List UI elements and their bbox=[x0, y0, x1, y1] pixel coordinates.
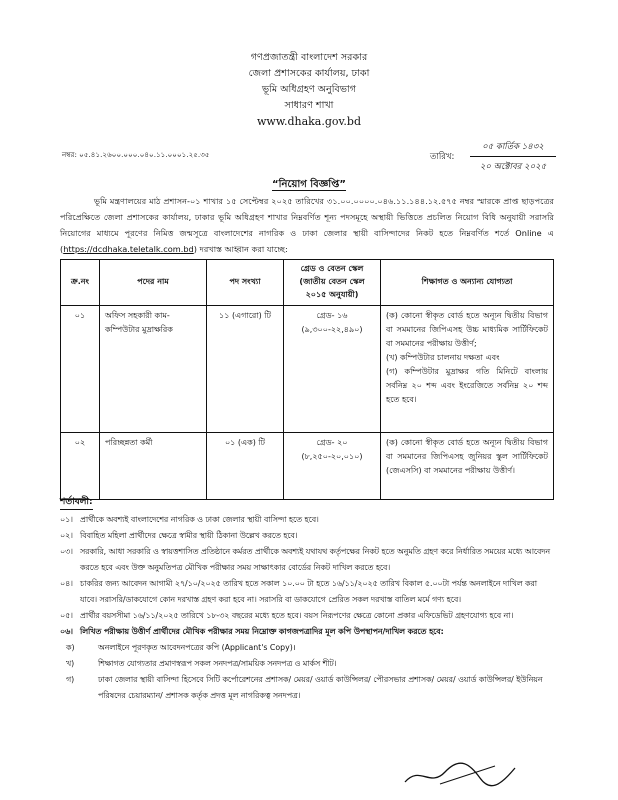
date-block bbox=[470, 140, 556, 174]
list-item bbox=[60, 672, 554, 704]
row-grade-scale bbox=[284, 306, 381, 433]
memo-number: নম্বর: ০৫.৪১.২৬০০.০০০.০৪০.১১.০০০১.২৫.৩৫ bbox=[62, 150, 210, 159]
date-label: তারিখ: bbox=[430, 152, 455, 162]
row-scale: (৯,৩০০-২২,৪৯০) bbox=[301, 325, 363, 334]
condition-text: সরকারি, আধা সরকারি ও স্বায়ত্তশাসিত প্রতিষ্ঠানে কর্মরত প্রার্থীকে অবশ্যই যথাযথ কর্তৃপক্ষের নিকট হতে অনুমতি গ্রহণ করে নির্ধারিত সময়ের মধ্যে আবেদন করতে হবে এবং উক্ত অনুমতিপত্র মৌখিক পরীক্ষার সময় সাক্ষাৎকার বোর্ডের নিকট দাখিল করতে হবে। bbox=[80, 547, 551, 572]
condition-text: প্রার্থীর বয়সসীমা ১৬/১১/২০২৫ তারিখে ১৮-৩২ বছরের মধ্যে হতে হবে। বয়স নিরূপণের ক্ষেত্রে কোনো প্রকার এফিডেভিট গ্রহণযোগ্য হবে না। bbox=[80, 611, 514, 620]
website: www.dhaka.gov.bd bbox=[257, 115, 361, 128]
conditions-heading: শর্তাবলী: bbox=[60, 494, 93, 510]
document-sublist bbox=[60, 640, 554, 704]
conditions-list bbox=[60, 512, 554, 704]
condition-text: চাকরির জন্য আবেদন আগামী ২৭/১০/২০২৫ তারিখ হতে সকাল ১০.০০ টা হতে ১৬/১১/২০২৫ তারিখ বিকাল ৫.০০টা পর্যন্ত অনলাইনে দাখিল করা যাবে। সরাসরি/ডাকযোগে কোন দরখাস্ত গ্রহণ করা হবে না। সরাসরি বা ডাকযোগে প্রেরিত সকল দরখাস্ত বাতিল মর্মে গণ্য হবে। bbox=[80, 579, 538, 604]
sub-text: অনলাইনে পূরণকৃত আবেদনপত্রের কপি (Applicant's Copy)। bbox=[98, 643, 296, 652]
row-grade: গ্রেড- ১৬ bbox=[316, 311, 348, 320]
date-english: ২০ অক্টোবর ২০২৫ bbox=[479, 162, 547, 172]
table-header-row bbox=[61, 260, 554, 306]
row-post-name: অফিস সহকারী কাম-কম্পিউটার মুদ্রাক্ষরিক bbox=[100, 306, 207, 433]
table-row bbox=[61, 433, 554, 500]
row-serial: ০২ bbox=[61, 433, 100, 500]
row-scale: (৮,২৫০-২০,০১০) bbox=[301, 452, 363, 461]
condition-item bbox=[60, 576, 554, 608]
condition-item bbox=[60, 512, 554, 528]
list-item bbox=[60, 656, 554, 672]
condition-number: ০১। bbox=[60, 515, 73, 524]
condition-text: প্রার্থীকে অবশ্যই বাংলাদেশের নাগরিক ও ঢাকা জেলার স্থায়ী বাসিন্দা হতে হবে। bbox=[80, 515, 319, 524]
table-row bbox=[61, 306, 554, 433]
sub-label: গ) bbox=[66, 675, 75, 684]
date-bangla: ০৫ কার্তিক ১৪৩২ bbox=[470, 140, 556, 157]
sub-label: খ) bbox=[66, 659, 75, 668]
row-serial: ০১ bbox=[61, 306, 100, 433]
header-grade-scale: গ্রেড ও বেতন স্কেল (জাতীয় বেতন স্কেল ২০১৫ অনুযায়ী) bbox=[284, 260, 381, 306]
posts-table bbox=[60, 259, 554, 500]
header-serial: ক্র.নং bbox=[61, 260, 100, 306]
row-grade: গ্রেড- ২০ bbox=[316, 438, 348, 447]
row-post-count: ১১ (এগারো) টি bbox=[207, 306, 284, 433]
signature-mark bbox=[400, 760, 520, 790]
list-item bbox=[60, 640, 554, 656]
qualification-a: (ক) কোনো স্বীকৃত বোর্ড হতে অন্যূন দ্বিতীয় বিভাগ বা সমমানের জিপিএসহ উচ্চ মাধ্যমিক সার্টিফিকেট বা সমমানের পরীক্ষায় উত্তীর্ণ; bbox=[386, 311, 548, 348]
intro-tail: ) দরখাস্ত আহ্বান করা যাচ্ছে: bbox=[193, 244, 288, 254]
sub-label: ক) bbox=[66, 643, 75, 652]
condition-number: ০৪। bbox=[60, 579, 73, 588]
condition-number: ০৩। bbox=[60, 547, 73, 556]
qualification-c: (গ) কম্পিউটার মুদ্রাক্ষর গতি মিনিটে বাংলায় সর্বনিম্ন ২০ শব্দ এবং ইংরেজিতে সর্বনিম্ন ২০ শব্দ হতে হবে। bbox=[386, 367, 548, 404]
condition-number: ০৫। bbox=[60, 611, 73, 620]
header-post-name: পদের নাম bbox=[100, 260, 207, 306]
row-post-count: ০১ (এক) টি bbox=[207, 433, 284, 500]
notice-title-text: “নিয়োগ বিজ্ঞপ্তি” bbox=[272, 179, 346, 190]
header-qualification: শিক্ষাগত ও অন্যান্য যোগ্যতা bbox=[381, 260, 554, 306]
notice-title bbox=[0, 177, 618, 194]
apply-link[interactable]: https://dcdhaka.teletalk.com.bd bbox=[63, 244, 194, 254]
condition-item bbox=[60, 624, 554, 640]
sub-text: ঢাকা জেলার স্থায়ী বাসিন্দা হিসেবে সিটি কর্পোরেশনের প্রশাসক/ মেয়র/ ওয়ার্ড কাউন্সিলর/ পৌরসভার প্রশাসক/ মেয়র/ ওয়ার্ড কাউন্সিলর/ ইউনিয়ন পরিষদের চেয়ারম্যান/ প্রশাসক কর্তৃক প্রদত্ত মূল নাগরিকত্ব সনদপত্র। bbox=[98, 675, 543, 700]
office-name: জেলা প্রশাসকের কার্যালয়, ঢাকা bbox=[248, 68, 370, 79]
condition-number: ০৬। bbox=[60, 627, 73, 636]
intro-text: ভূমি মন্ত্রণালয়ের মাঠ প্রশাসন-০১ শাখার ১৫ সেপ্টেম্বর ২০২৫ তারিখের ৩১.০০.০০০০.০৪৬.১১.১৪৪.১২.৫৭৫ নম্বর স্মারকে প্রাপ্ত ছাড়পত্রের পরিপ্রেক্ষিতে জেলা প্রশাসকের কার্যালয়, ঢাকার ভূমি অধিগ্রহণ শাখার নিম্নবর্ণিত শূন্য পদসমূহে অস্থায়ী ভিত্তিতে প্রচলিত নিয়োগ বিধি অনুযায়ী সরাসরি নিয়োগের মাধ্যমে পূরণের নিমিত্ত জন্মসূত্রে বাংলাদেশের নাগরিক ও ঢাকা জেলার স্থায়ী বাসিন্দাদের নিকট হতে নিম্নবর্ণিত শর্তে Online এ ( bbox=[60, 196, 554, 254]
qualification-a: (ক) কোনো স্বীকৃত বোর্ড হতে অন্যূন দ্বিতীয় বিভাগ বা সমমানের জিপিএসহ জুনিয়র স্কুল সার্টিফিকেট (জেএসসি) বা সমমানের পরীক্ষায় উত্তীর্ণ। bbox=[386, 438, 548, 475]
condition-item bbox=[60, 608, 554, 624]
row-qualification bbox=[381, 306, 554, 433]
intro-paragraph bbox=[60, 193, 554, 257]
header-post-count: পদ সংখ্যা bbox=[207, 260, 284, 306]
sub-text: শিক্ষাগত যোগ্যতার প্রমাণস্বরূপ সকল সনদপত্র/সাময়িক সনদপত্র ও মার্কস শীট। bbox=[98, 659, 337, 668]
condition-item bbox=[60, 528, 554, 544]
row-qualification bbox=[381, 433, 554, 500]
division-name: ভূমি অধিগ্রহণ অনুবিভাগ bbox=[261, 84, 357, 95]
qualification-b: (খ) কম্পিউটার চালনায় দক্ষতা এবং bbox=[386, 353, 500, 362]
row-grade-scale bbox=[284, 433, 381, 500]
condition-item bbox=[60, 544, 554, 576]
condition-text: লিখিত পরীক্ষায় উত্তীর্ণ প্রার্থীদের মৌখিক পরীক্ষার সময় নিম্নোক্ত কাগজপত্রাদির মূল কপি উপস্থাপন/দাখিল করতে হবে: bbox=[80, 627, 444, 636]
branch-name: সাধারণ শাখা bbox=[284, 100, 334, 111]
government-name: গণপ্রজাতন্ত্রী বাংলাদেশ সরকার bbox=[250, 52, 368, 63]
condition-number: ০২। bbox=[60, 531, 73, 540]
letterhead bbox=[0, 50, 618, 130]
condition-text: বিবাহিত মহিলা প্রার্থীদের ক্ষেত্রে স্বামীর স্থায়ী ঠিকানা উল্লেখ করতে হবে। bbox=[80, 531, 298, 540]
row-post-name: পরিচ্ছন্নতা কর্মী bbox=[100, 433, 207, 500]
